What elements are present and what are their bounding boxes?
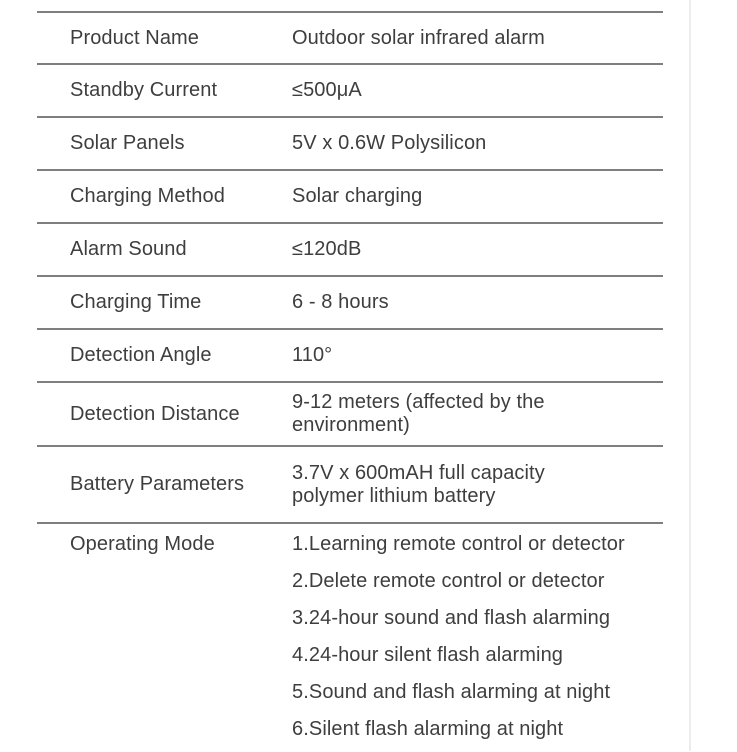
spec-value: [292, 533, 663, 741]
spec-value: [292, 27, 663, 50]
product-spec-table: [37, 11, 663, 752]
spec-row-product-name: [37, 13, 663, 65]
spec-value: [292, 391, 663, 437]
spec-value-line: Outdoor solar infrared alarm: [292, 26, 545, 49]
spec-row-charging-method: [37, 171, 663, 224]
spec-label: Battery Parameters: [70, 473, 245, 495]
spec-label: Charging Method: [70, 185, 225, 207]
spec-value-line: 5V x 0.6W Polysilicon: [292, 132, 487, 154]
page-seam-line: [689, 0, 691, 751]
spec-value-line: environment): [292, 414, 410, 436]
spec-row-detection-angle: [37, 330, 663, 383]
operating-mode-item: 5.Sound and flash alarming at night: [292, 681, 611, 703]
spec-row-standby-current: [37, 65, 663, 118]
spec-label: Product Name: [70, 26, 200, 49]
operating-mode-item: 2.Delete remote control or detector: [292, 570, 605, 592]
operating-mode-item: 1.Learning remote control or detector: [292, 533, 625, 555]
spec-label: Standby Current: [70, 79, 218, 101]
spec-value-line: Solar charging: [292, 185, 423, 207]
spec-row-battery-parameters: [37, 447, 663, 524]
spec-value-line: ≤500μA: [292, 79, 362, 101]
spec-value-line: ≤120dB: [292, 238, 362, 260]
spec-value: [292, 132, 663, 155]
spec-label: Operating Mode: [70, 533, 215, 555]
spec-value: [292, 238, 663, 261]
spec-row-alarm-sound: [37, 224, 663, 277]
operating-mode-item: 3.24-hour sound and flash alarming: [292, 607, 611, 629]
spec-label: Solar Panels: [70, 132, 185, 154]
spec-label: Detection Distance: [70, 402, 240, 425]
operating-mode-item: 4.24-hour silent flash alarming: [292, 644, 564, 666]
spec-value-line: 3.7V x 600mAH full capacity: [292, 461, 545, 484]
spec-row-charging-time: [37, 277, 663, 330]
spec-label: Charging Time: [70, 291, 202, 313]
spec-label: Alarm Sound: [70, 238, 187, 260]
spec-value: [292, 344, 663, 367]
spec-value: [292, 79, 663, 102]
spec-label: Detection Angle: [70, 344, 212, 366]
operating-mode-item: 6.Silent flash alarming at night: [292, 718, 564, 740]
spec-value-line: 6 - 8 hours: [292, 291, 389, 313]
spec-value: [292, 291, 663, 314]
spec-row-detection-distance: [37, 383, 663, 447]
spec-value-line: polymer lithium battery: [292, 484, 496, 507]
spec-value: [292, 462, 663, 508]
spec-value-line: 110°: [292, 344, 333, 366]
spec-row-operating-mode: [37, 524, 663, 752]
spec-row-solar-panels: [37, 118, 663, 171]
spec-value: [292, 185, 663, 208]
spec-value-line: 9-12 meters (affected by the: [292, 391, 545, 413]
